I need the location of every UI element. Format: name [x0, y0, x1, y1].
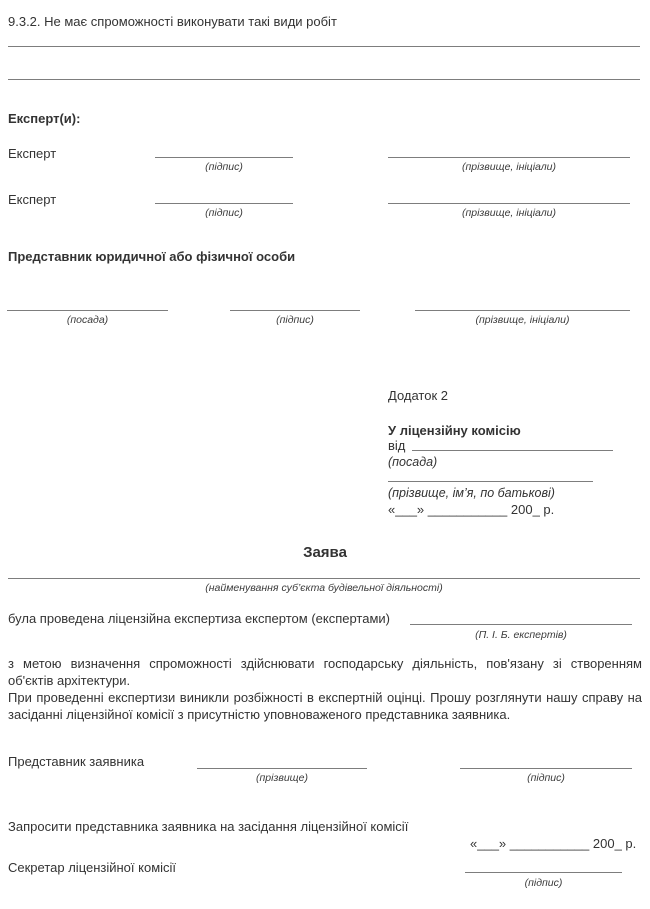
experts-name-line	[410, 624, 632, 625]
subject-line	[8, 578, 640, 579]
signature-caption: (підпис)	[205, 207, 243, 219]
signature-caption: (підпис)	[524, 877, 563, 889]
annex-from-line	[412, 450, 613, 451]
annex-position-caption: (посада)	[388, 455, 438, 469]
blank-line	[8, 79, 640, 80]
signature-line	[230, 310, 360, 311]
expert-signature-line	[155, 157, 293, 158]
paragraph-purpose: з метою визначення спроможності здійснювати господарську діяльність, пов'язану зі створенням об'єктів архітектури.	[8, 656, 642, 688]
annex-name-caption: (прізвище, ім’я, по батькові)	[388, 486, 555, 500]
expert-label: Експерт	[8, 146, 57, 161]
date-line: «___» ___________ 200_ р.	[470, 836, 637, 851]
expert-name-line	[388, 157, 630, 158]
position-line	[7, 310, 168, 311]
applicant-rep-label: Представник заявника	[8, 754, 145, 769]
name-line	[415, 310, 630, 311]
name-caption: (прізвище, ініціали)	[461, 207, 557, 219]
paragraph-disagreement: При проведенні експертизи виникли розбіжності в експертній оцінці. Прошу розглянути нашу справу на засіданні ліцензійної комісії з присутністю уповноваженого представника заявника.	[8, 690, 642, 722]
blank-line	[8, 46, 640, 47]
invite-text: Запросити представника заявника на засідання ліцензійної комісії	[8, 819, 409, 834]
experts-caption: (П. І. Б. експертів)	[475, 629, 567, 641]
secretary-label: Секретар ліцензійної комісії	[8, 860, 177, 875]
expert-label: Експерт	[8, 192, 57, 207]
position-caption: (посада)	[66, 314, 109, 326]
signature-caption: (підпис)	[276, 314, 314, 326]
expert-name-line	[388, 203, 630, 204]
application-title: Заява	[303, 544, 347, 561]
signature-line	[460, 768, 632, 769]
conducted-text: була проведена ліцензійна експертиза експертом (експертами)	[8, 611, 390, 626]
surname-line	[197, 768, 367, 769]
name-caption: (прізвище, ініціали)	[475, 314, 570, 326]
annex-label: Додаток 2	[388, 388, 448, 403]
secretary-signature-line	[465, 872, 622, 873]
name-caption: (прізвище, ініціали)	[461, 161, 557, 173]
annex-from-label: від	[388, 438, 406, 453]
application-body	[8, 655, 642, 723]
clause-9-3-2: 9.3.2. Не має спроможності виконувати такі види робіт	[8, 14, 337, 29]
expert-signature-line	[155, 203, 293, 204]
signature-caption: (підпис)	[205, 161, 243, 173]
subject-caption: (найменування суб’єкта будівельної діяльності)	[205, 582, 443, 594]
surname-caption: (прізвище)	[256, 772, 308, 784]
signature-caption: (підпис)	[527, 772, 565, 784]
annex-date-line: «___» ___________ 200_ р.	[388, 502, 555, 517]
annex-addressee: У ліцензійну комісію	[388, 423, 521, 438]
experts-heading: Експерт(и):	[8, 111, 81, 126]
representative-heading: Представник юридичної або фізичної особи	[8, 249, 296, 264]
annex-name-line	[388, 481, 593, 482]
